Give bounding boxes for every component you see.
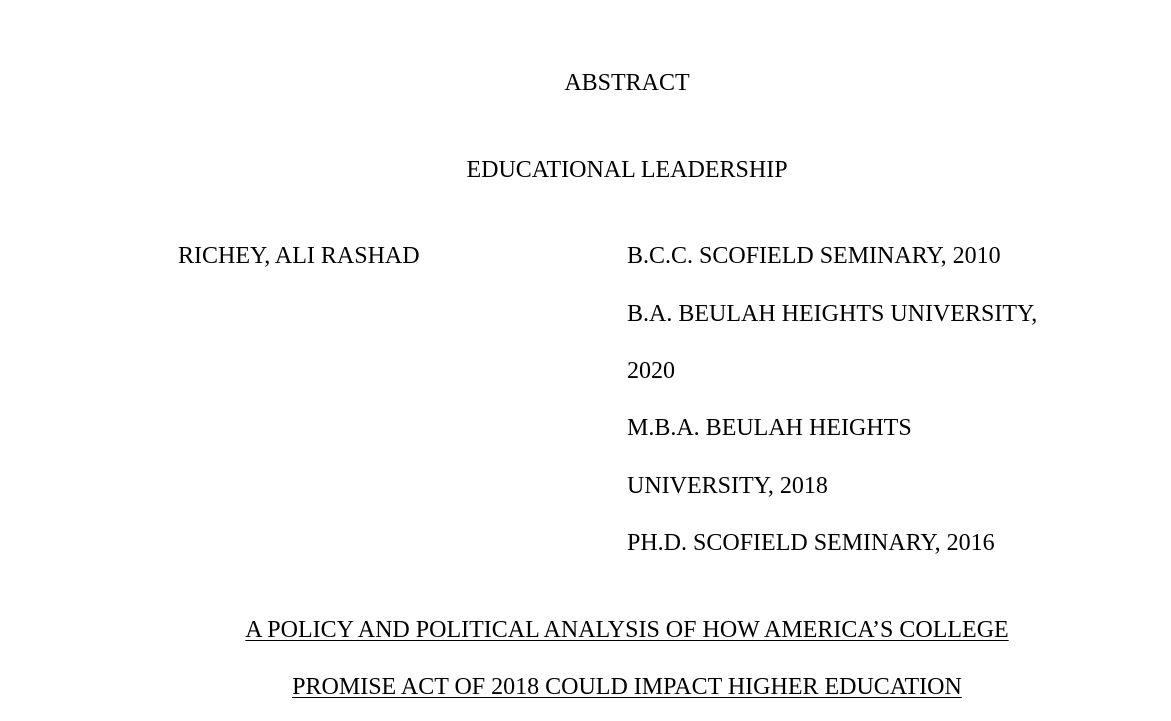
degree-line: M.B.A. BEULAH HEIGHTS xyxy=(627,415,912,441)
degree-line: B.C.C. SCOFIELD SEMINARY, 2010 xyxy=(627,243,1001,269)
abstract-heading: ABSTRACT xyxy=(564,70,690,96)
title-line: A POLICY AND POLITICAL ANALYSIS OF HOW AMERICA’S COLLEGE xyxy=(245,617,1009,643)
department-heading: EDUCATIONAL LEADERSHIP xyxy=(466,157,788,183)
degree-line: UNIVERSITY, 2018 xyxy=(627,473,828,499)
author-name: RICHEY, ALI RASHAD xyxy=(178,243,420,269)
degree-line: PH.D. SCOFIELD SEMINARY, 2016 xyxy=(627,530,995,556)
degree-line: 2020 xyxy=(627,358,675,384)
degree-line: B.A. BEULAH HEIGHTS UNIVERSITY, xyxy=(627,301,1038,327)
title-line: PROMISE ACT OF 2018 COULD IMPACT HIGHER EDUCATION xyxy=(292,674,962,700)
